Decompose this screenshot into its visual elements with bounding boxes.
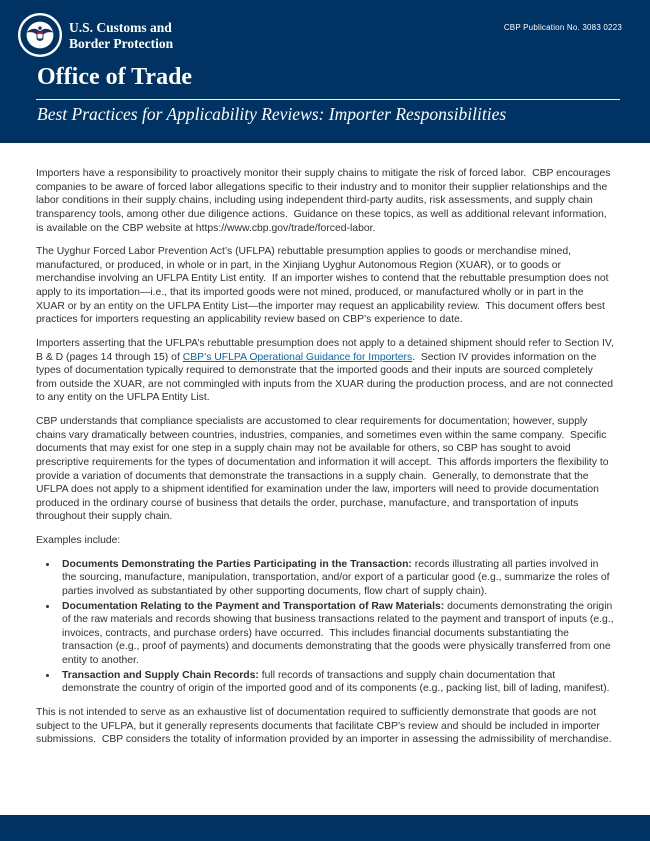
cbp-seal-icon xyxy=(17,12,63,58)
agency-name xyxy=(69,20,173,52)
paragraph-2: The Uyghur Forced Labor Prevention Act’s (UFLPA) rebuttable presumption applies to goods or merchandise mined, manufactured, or produced, in whole or in part, in the Xinjiang Uyghur Autonomous Region (XUAR), or to goods or merchandise involving an UFLPA Entity List entity. If an importer wishes to contend that the rebuttable presumption does not apply to its importation—i.e., that its imported goods were not mined, produced, or manufactured wholly or in part in the XUAR or by an entity on the UFLPA Entity List—the importer may request an applicability review. This document offers best practices for importers requesting an applicability review based on CBP’s experience to date. xyxy=(36,246,612,326)
document-body xyxy=(0,143,650,747)
paragraph-1: Importers have a responsibility to proactively monitor their supply chains to mitigate the risk of forced labor. CBP encourages companies to be aware of forced labor allegations specific to their industry and to monitor their supplier relationships and the labor conditions in their supply chains, including using independent third-party audits, risk assessments, and supply chain transparency tools, among other due diligence actions. Guidance on these topics, as well as additional relevant information, is available on the CBP website at https://www.cbp.gov/trade/forced-labor. xyxy=(36,168,614,234)
office-of-trade-title: Office of Trade xyxy=(37,64,193,90)
header-divider xyxy=(36,99,620,100)
bullet-lead: Documents Demonstrating the Parties Participating in the Transaction: xyxy=(62,558,412,570)
document-title: Best Practices for Applicability Reviews: Importer Responsibilities xyxy=(37,104,507,124)
header-banner xyxy=(0,0,650,143)
paragraph-4: CBP understands that compliance specialists are accustomed to clear requirements for documentation; however, supply chains vary dramatically between countries, industries, companies, and sometimes even within the same company. Specific documents that may exist for one step in a supply chain may not be available for others, so CBP has sought to avoid prescriptive requirements for the types of documentation and information it will accept. This affords importers the flexibility to provide a variation of documents that demonstrate the transactions in a supply chain. Generally, to demonstrate that the UFLPA does not apply to a shipment identified for examination under the law, importers will need to provide documentation produced in the ordinary course of business that details the order, purchase, manufacture, and transportation of inputs throughout their supply chain. xyxy=(36,416,612,523)
examples-list xyxy=(36,558,617,696)
uflpa-guidance-link[interactable]: CBP’s UFLPA Operational Guidance for Importers xyxy=(182,351,413,363)
examples-heading: Examples include: xyxy=(36,535,121,546)
agency-name-line1: U.S. Customs and xyxy=(69,20,172,35)
publication-number: CBP Publication No. 3083 0223 xyxy=(503,23,622,32)
paragraph-3-text-before: Importers asserting that the UFLPA’s rebuttable presumption does not apply to a detained shipment should refer to Section IV, B & D (pages 14 through 15) of xyxy=(36,337,617,363)
bullet-text: documents demonstrating the origin of the raw materials and records showing that business transactions related to the payment and transport of inputs (e.g., invoices, contracts, and purchase orders) have occurred. This includes financial documents substantiating the transaction (e.g., proof of payments) and documents demonstrating that the goods were physically transferred from one entity to another. xyxy=(62,600,617,666)
bullet-text: full records of transactions and supply chain documentation that demonstrate the country of origin of the imported good and of its components (e.g., packing list, bill of lading, manifest). xyxy=(62,669,610,695)
bullet-lead: Transaction and Supply Chain Records: xyxy=(62,669,259,681)
footer-bar xyxy=(0,815,650,841)
bullet-lead: Documentation Relating to the Payment and Transportation of Raw Materials: xyxy=(62,600,445,612)
closing-paragraph: This is not intended to serve as an exhaustive list of documentation required to sufficiently demonstrate that goods are not subject to the UFLPA, but it generally represents documents that facilitate CBP’s review and should be included in importer submissions. CBP considers the totality of information provided by an importer in assessing the admissibility of merchandise. xyxy=(36,706,612,746)
list-item-supply-chain-records xyxy=(58,669,614,696)
agency-name-line2: Border Protection xyxy=(69,35,174,51)
list-item-raw-materials xyxy=(58,600,617,668)
paragraph-3-text-after: . Section IV provides information on the types of documentation typically required to demonstrate that the imported goods and their inputs are sourced completely from outside the XUAR, are not commingled with inputs from the XUAR during the production process, and are not connected to any entity on the UFLPA Entity List. xyxy=(36,351,616,404)
list-item-parties xyxy=(58,558,614,599)
bullet-text: records illustrating all parties involved in the sourcing, manufacture, manipulation, transportation, and/or export of a particular good (e.g., summarize the roles of parties involved as substantiated by other supporting documents, flow chart of supply chain). xyxy=(62,558,613,597)
paragraph-3 xyxy=(36,337,617,405)
